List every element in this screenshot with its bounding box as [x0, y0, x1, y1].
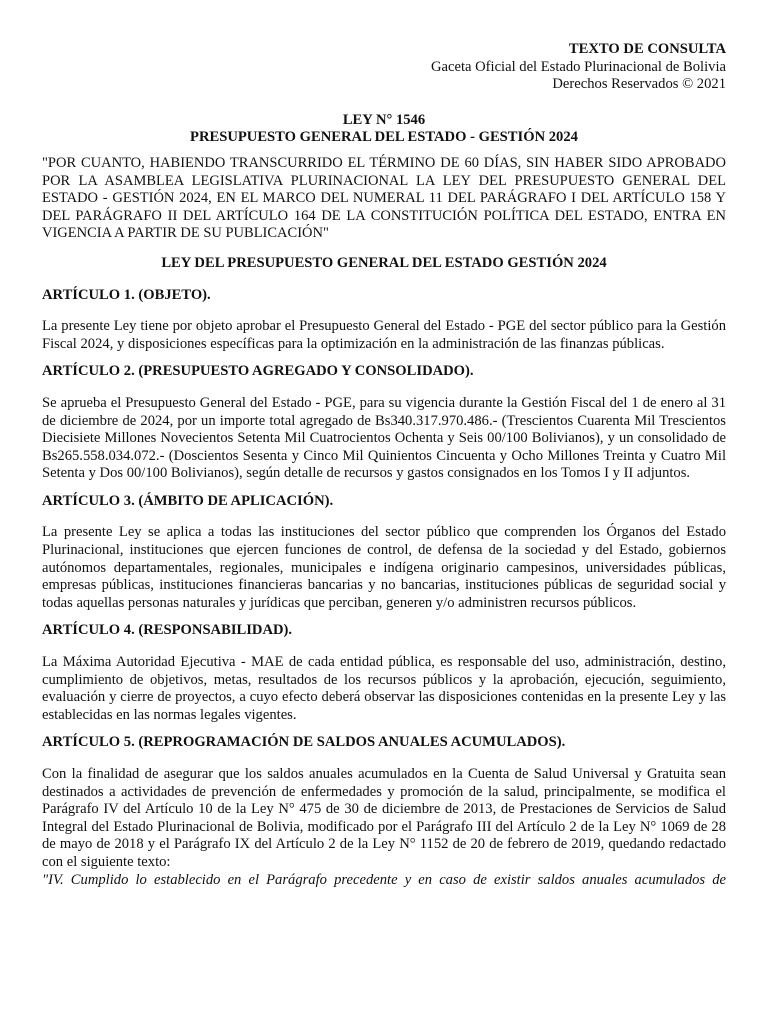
- law-name: PRESUPUESTO GENERAL DEL ESTADO - GESTIÓN 2024: [190, 129, 578, 146]
- article-body: [42, 395, 726, 483]
- law-title-block: [42, 112, 726, 147]
- article-1: [42, 287, 726, 354]
- article-body: [42, 654, 726, 724]
- article-heading: ARTÍCULO 4. (RESPONSABILIDAD).: [42, 622, 293, 639]
- article-heading: ARTÍCULO 3. (ÁMBITO DE APLICACIÓN).: [42, 492, 334, 509]
- header-copyright: Derechos Reservados © 2021: [552, 76, 726, 93]
- article-quoted-text: "IV. Cumplido lo establecido en el Parágrafo precedente y en caso de existir saldos anuales acumulados de: [42, 871, 726, 888]
- article-5: [42, 734, 726, 889]
- header-title: TEXTO DE CONSULTA: [568, 41, 726, 57]
- law-preamble: "POR CUANTO, HABIENDO TRANSCURRIDO EL TÉRMINO DE 60 DÍAS, SIN HABER SIDO APROBADO POR LA ASAMBLEA LEGISLATIVA PLURINACIONAL LA LEY DEL PRESUPUESTO GENERAL DEL ESTADO - GESTIÓN 2024, EN EL MARCO DEL NUMERAL 11 DEL PARÁGRAFO I DEL ARTÍCULO 158 Y DEL PARÁGRAFO II DEL ARTÍCULO 164 DE LA CONSTITUCIÓN POLÍTICA DEL ESTADO, ENTRA EN VIGENCIA A PARTIR DE SU PUBLICACIÓN": [42, 154, 726, 242]
- article-3: [42, 493, 726, 613]
- article-4: [42, 622, 726, 724]
- law-subtitle: LEY DEL PRESUPUESTO GENERAL DEL ESTADO GESTIÓN 2024: [161, 254, 607, 271]
- article-paragraph: La Máxima Autoridad Ejecutiva - MAE de cada entidad pública, es responsable del uso, administración, destino, cumplimiento de objetivos, metas, resultados de los recursos públicos y la aprobación, ejecución, seguimiento, evaluación y cierre de proyectos, a cuyo efecto deberá observar las disposiciones contenidas en la presente Ley y las establecidas en las normas legales vigentes.: [42, 654, 726, 723]
- article-heading: ARTÍCULO 1. (OBJETO).: [42, 286, 211, 303]
- article-body: [42, 318, 726, 353]
- article-body: [42, 524, 726, 612]
- article-paragraph: Se aprueba el Presupuesto General del Estado - PGE, para su vigencia durante la Gestión Fiscal del 1 de enero al 31 de diciembre de 2024, por un importe total agregado de Bs340.317.970.486.- (Trescientos Cuarenta Mil Trescientos Diecisiete Millones Novecientos Setenta Mil Cuatrocientos Ochenta y Seis 00/100 Bolivianos), y un consolidado de Bs265.558.034.072.- (Doscientos Sesenta y Cinco Mil Quinientos Cincuenta y Ocho Millones Treinta y Cuatro Mil Setenta y Dos 00/100 Bolivianos), según detalle de recursos y gastos consignados en los Tomos I y II adjuntos.: [42, 394, 726, 482]
- article-paragraph: La presente Ley se aplica a todas las instituciones del sector público que comprenden los Órganos del Estado Plurinacional, instituciones que ejercen funciones de control, de defensa de la sociedad y del Estado, gobiernos autónomos departamentales, regionales, municipales e indígena originario campesinos, universidades públicas, empresas públicas, instituciones financieras bancarias y no bancarias, instituciones públicas de seguridad social y todas aquellas personas naturales y jurídicas que perciban, generen y/o administren recursos públicos.: [42, 524, 726, 611]
- header-publisher: Gaceta Oficial del Estado Plurinacional de Bolivia: [430, 58, 726, 75]
- article-heading: ARTÍCULO 2. (PRESUPUESTO AGREGADO Y CONSOLIDADO).: [42, 363, 474, 380]
- law-number: LEY N° 1546: [342, 111, 426, 128]
- article-2: [42, 363, 726, 483]
- article-body: [42, 766, 726, 889]
- document-header: [42, 41, 726, 94]
- article-heading: ARTÍCULO 5. (REPROGRAMACIÓN DE SALDOS ANUALES ACUMULADOS).: [42, 734, 566, 751]
- document-page: [42, 41, 726, 899]
- article-paragraph: Con la finalidad de asegurar que los saldos anuales acumulados en la Cuenta de Salud Universal y Gratuita sean destinados a actividades de prevención de enfermedades y promoción de la salud, principalmente, se modifica el Parágrafo IV del Artículo 10 de la Ley N° 475 de 30 de diciembre de 2013, de Prestaciones de Servicios de Salud Integral del Estado Plurinacional de Bolivia, modificado por el Parágrafo III del Artículo 2 de la Ley N° 1069 de 28 de mayo de 2018 y el Parágrafo IX del Artículo 2 de la Ley N° 1152 de 20 de febrero de 2019, quedando redactado con el siguiente texto:: [42, 766, 726, 870]
- article-paragraph: La presente Ley tiene por objeto aprobar el Presupuesto General del Estado - PGE del sector público para la Gestión Fiscal 2024, y disposiciones específicas para la optimización en la administración de las finanzas públicas.: [42, 318, 726, 352]
